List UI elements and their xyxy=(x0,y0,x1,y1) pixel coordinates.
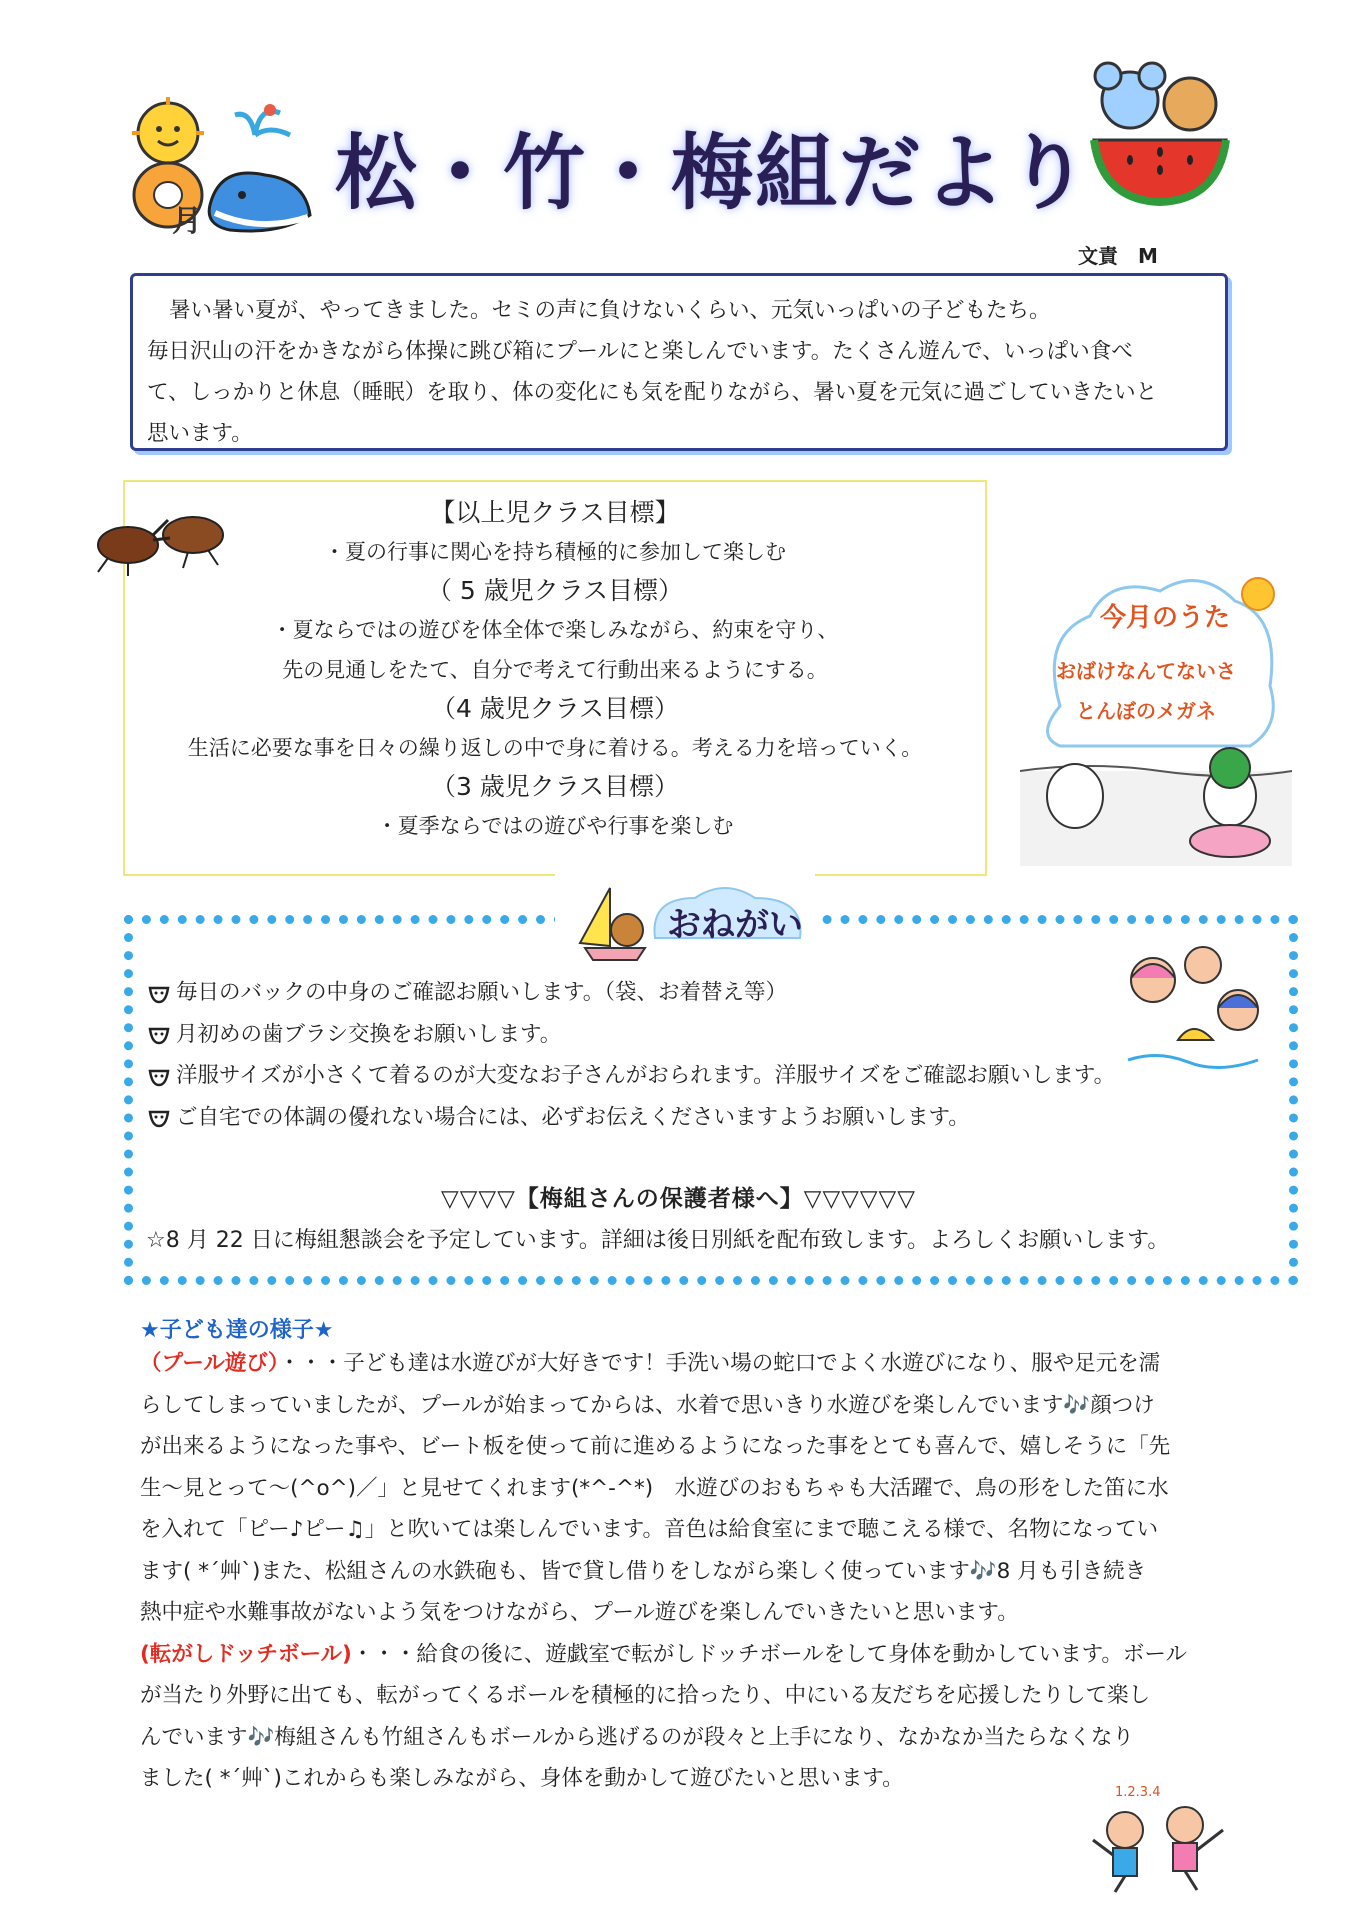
watermelon-bullet-icon xyxy=(148,1065,170,1087)
intro-line: て、しっかりと休息（睡眠）を取り、体の変化にも気を配りながら、暑い夏を元気に過ごしていきたいと xyxy=(147,380,1158,405)
paragraph-line: が出来るようになった事や、ビート板を使って前に進めるようになった事をとても喜んで、嬉しそうに「先 xyxy=(140,1434,1171,1459)
sailboat-bear-icon xyxy=(555,868,815,968)
request-text: ご自宅での体調の優れない場合には、必ずお伝えくださいますようお願いします。 xyxy=(176,1104,970,1130)
song-heading: 今月のうた xyxy=(1100,603,1231,633)
paragraph-line: 生～見とって～(^o^)／」と見せてくれます(*^-^*) 水遊びのおもちゃも大活躍で、鳥の形をした笛に水 xyxy=(140,1475,1169,1501)
ume-parents-notice: ☆8 月 22 日に梅組懇談会を予定しています。詳細は後日別紙を配布致します。よろしくお願いします。 xyxy=(146,1228,1170,1253)
requests-list xyxy=(148,972,1115,1138)
goal-text: ・夏ならではの遊びを体全体で楽しみながら、約束を守り、 xyxy=(271,618,839,642)
children-section-title: ★子ども達の様子★ xyxy=(140,1318,334,1343)
list-item xyxy=(148,972,1115,1014)
goal-text: 生活に必要な事を日々の繰り返しの中で身に着ける。考える力を培っていく。 xyxy=(187,736,923,760)
goal-text: 先の見通しをたて、自分で考えて行動出来るようにする。 xyxy=(282,658,828,682)
paragraph-line: を入れて「ピー♪ピー♫」と吹いては楽しんでいます。音色は給食室にまで聴こえる様で、名物になってい xyxy=(140,1517,1159,1542)
kids-exercise-icon xyxy=(1085,1780,1235,1895)
goal-heading: （3 歳児クラス目標） xyxy=(430,772,680,801)
paragraph-line xyxy=(140,1343,1230,1385)
request-text: 洋服サイズが小さくて着るのが大変なお子さんがおられます。洋服サイズをご確認お願いします。 xyxy=(176,1063,1116,1088)
requests-badge-label: おねがい xyxy=(667,905,803,945)
goal-text: ・夏の行事に関心を持ち積極的に参加して楽しむ xyxy=(324,540,786,564)
pool-play-label: （プール遊び） xyxy=(140,1351,279,1376)
author-credit: 文責 M xyxy=(1078,244,1158,268)
whale-icon xyxy=(200,95,320,245)
list-item xyxy=(148,1014,1115,1056)
count-label: 1.2.3.4 xyxy=(1115,1785,1161,1800)
paragraph-line: 熱中症や水難事故がないよう気をつけながら、プール遊びを楽しんでいきたいと思います。 xyxy=(140,1600,1019,1625)
goal-heading: （ 5 歳児クラス目標） xyxy=(426,576,684,605)
requests-badge xyxy=(555,868,815,968)
intro-line: 暑い暑い夏が、やってきました。セミの声に負けないくらい、元気いっぱいの子どもたち。 xyxy=(169,298,1051,323)
song-title-2: とんぼのメガネ xyxy=(1076,699,1216,723)
paragraph-text: ・・・子ども達は水遊びが大好きです！手洗い場の蛇口でよく水遊びになり、服や足元を濡 xyxy=(278,1351,1161,1376)
song-of-month-illustration xyxy=(1020,556,1292,866)
paragraph-text: ・・・給食の後に、遊戯室で転がしドッチボールをして身体を動かしています。ボール xyxy=(351,1641,1187,1667)
intro-box xyxy=(130,273,1228,451)
paragraph-line: ました( *´艸`)これからも楽しみながら、身体を動かして遊びたいと思います。 xyxy=(140,1766,904,1791)
goal-heading: 【以上児クラス目標】 xyxy=(430,498,680,527)
goal-text: ・夏季ならではの遊びや行事を楽しむ xyxy=(376,814,734,838)
ume-parents-heading: ▽▽▽▽【梅組さんの保護者様へ】▽▽▽▽▽▽ xyxy=(441,1186,916,1212)
goal-heading: （4 歳児クラス目標） xyxy=(430,694,680,723)
list-item xyxy=(148,1097,1115,1139)
class-goals-box xyxy=(123,480,987,876)
sun-icon xyxy=(1242,578,1274,610)
children-section-body xyxy=(140,1343,1230,1800)
watermelon-bullet-icon xyxy=(148,982,170,1004)
beetles-icon xyxy=(88,490,238,580)
request-text: 月初めの歯ブラシ交換をお願いします。 xyxy=(176,1021,562,1047)
request-text: 毎日のバックの中身のご確認お願いします。（袋、お着替え等） xyxy=(176,980,788,1005)
intro-line: 毎日沢山の汗をかきながら体操に跳び箱にプールにと楽しんでいます。たくさん遊んで、いっぱい食べ xyxy=(147,339,1133,364)
intro-line: 思います。 xyxy=(147,421,253,446)
kids-swimming-icon xyxy=(1118,940,1278,1080)
list-item xyxy=(148,1055,1115,1097)
paragraph-line: が当たり外野に出ても、転がってくるボールを積極的に拾ったり、中にいる友だちを応援したりして楽し xyxy=(140,1683,1151,1708)
page-title: 松・竹・梅組だより xyxy=(335,126,1092,221)
paragraph-line: んでいます🎶梅組さんも竹組さんもボールから逃げるのが段々と上手になり、なかなか当たらなくなり xyxy=(140,1724,1134,1750)
dodgeball-label: (転がしドッチボール) xyxy=(140,1641,352,1667)
song-title-1: おばけなんてないさ xyxy=(1056,659,1236,683)
paragraph-line: ます( *´艸`)また、松組さんの水鉄砲も、皆で貸し借りをしながら楽しく使っています🎶8 月も引き続き xyxy=(140,1558,1147,1584)
month-suffix: 月 xyxy=(172,204,202,235)
month-8-sun-icon xyxy=(128,95,208,235)
mascot-watermelon-icon xyxy=(1090,60,1230,210)
watermelon-bullet-icon xyxy=(148,1106,170,1128)
paragraph-line xyxy=(140,1634,1230,1676)
watermelon-bullet-icon xyxy=(148,1023,170,1045)
paragraph-line: らしてしまっていましたが、プールが始まってからは、水着で思いきり水遊びを楽しんでいます🎶顔つけ xyxy=(140,1392,1155,1418)
